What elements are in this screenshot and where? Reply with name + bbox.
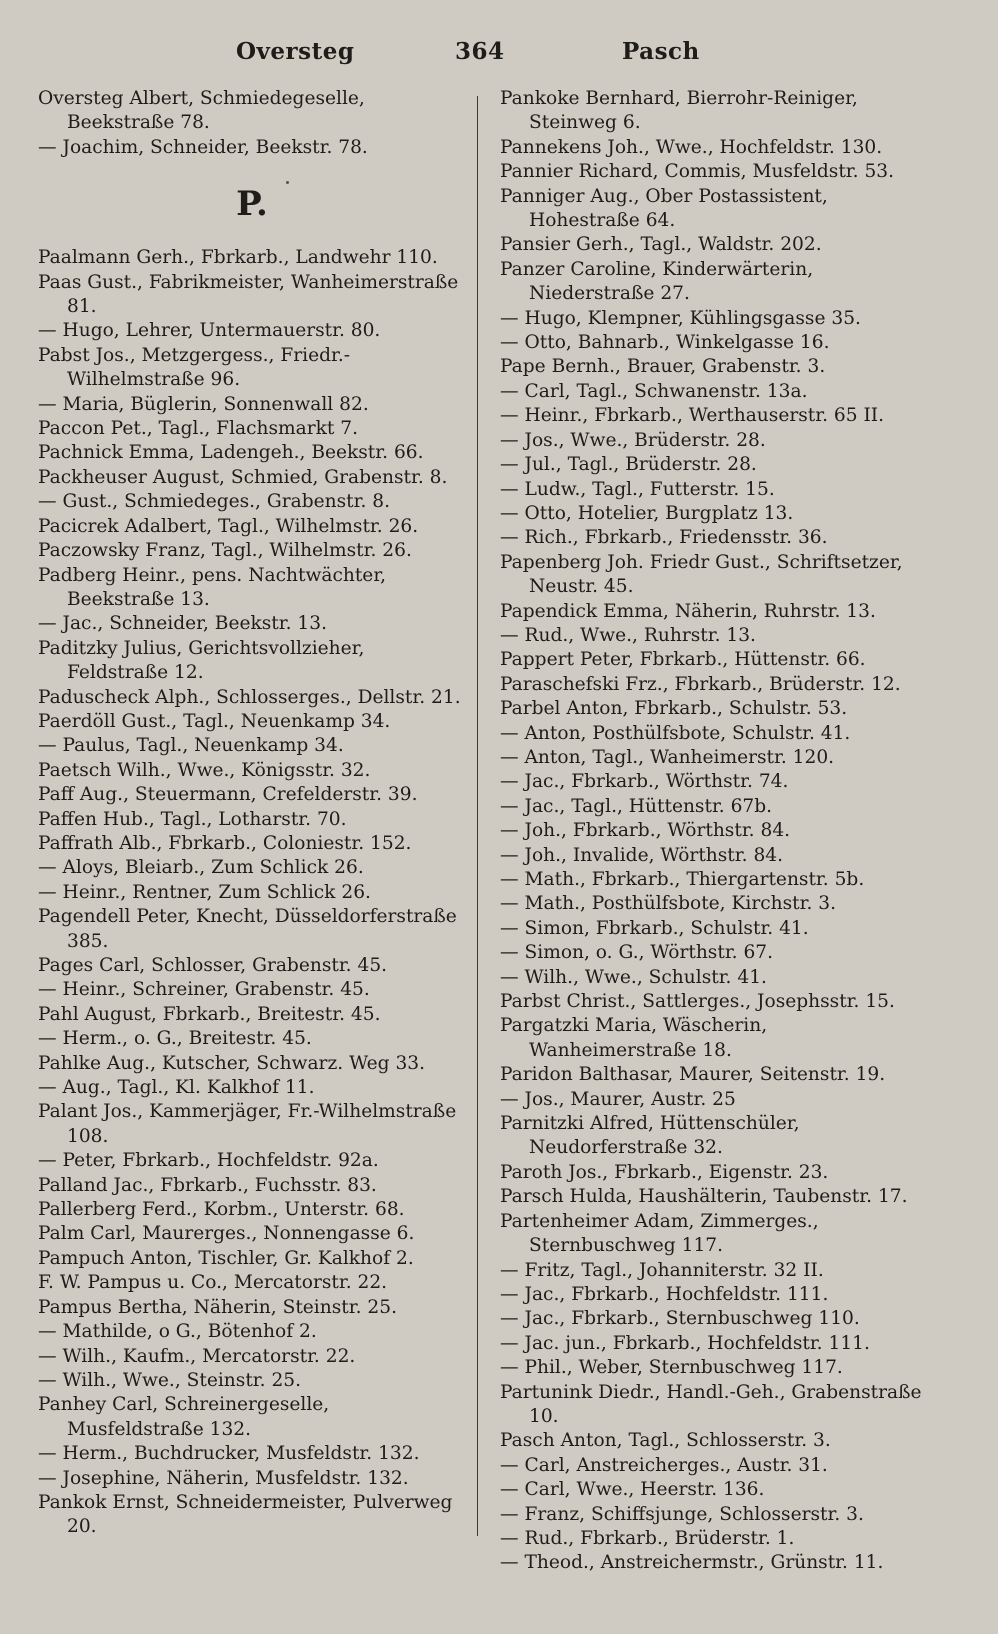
directory-entry: — Math., Fbrkarb., Thiergartenstr. 5b. bbox=[500, 869, 865, 890]
directory-entry: Paas Gust., Fabrikmeister, Wanheimerstraße 81. bbox=[38, 271, 459, 318]
directory-entry: — Rich., Fbrkarb., Friedensstr. 36. bbox=[500, 527, 828, 549]
directory-entry: Pannier Richard, Commis, Musfeldstr. 53. bbox=[500, 161, 895, 183]
directory-entry: — Hugo, Lehrer, Untermauerstr. 80. bbox=[38, 320, 381, 342]
directory-entry: — Simon, Fbrkarb., Schulstr. 41. bbox=[500, 917, 809, 939]
directory-entry: — Anton, Posthülfsbote, Schulstr. 41. bbox=[500, 722, 851, 744]
directory-entry: — Gust., Schmiedeges., Grabenstr. 8. bbox=[38, 491, 391, 513]
directory-entry: Paroth Jos., Fbrkarb., Eigenstr. 23. bbox=[500, 1161, 829, 1183]
left-entries-before-letter bbox=[38, 87, 466, 160]
directory-entry: Pabst Jos., Metzgergess., Friedr.-Wilhelmstraße 96. bbox=[38, 344, 351, 391]
directory-entry: Paridon Balthasar, Maurer, Seitenstr. 19. bbox=[500, 1064, 886, 1086]
directory-entry: — Jos., Maurer, Austr. 25 bbox=[500, 1088, 736, 1110]
directory-entry: Pagendell Peter, Knecht, Düsseldorferstraße 385. bbox=[38, 906, 457, 952]
directory-entry: Papendick Emma, Näherin, Ruhrstr. 13. bbox=[500, 600, 876, 622]
directory-entry: — Maria, Büglerin, Sonnenwall 82. bbox=[38, 393, 369, 415]
directory-entry: Paffen Hub., Tagl., Lotharstr. 70. bbox=[38, 808, 347, 830]
directory-entry: Panhey Carl, Schreinergeselle, Musfeldstraße 132. bbox=[38, 1394, 330, 1440]
directory-entry: — Jac., Fbrkarb., Sternbuschweg 110. bbox=[500, 1308, 860, 1330]
directory-entry: — Wilh., Wwe., Schulstr. 41. bbox=[500, 966, 767, 988]
directory-entry: — Jac., Tagl., Hüttenstr. 67b. bbox=[500, 795, 773, 817]
directory-entry: — Aug., Tagl., Kl. Kalkhof 11. bbox=[38, 1077, 315, 1099]
header-last-entry: Pasch bbox=[622, 38, 700, 65]
directory-entry: — Jac., Schneider, Beekstr. 13. bbox=[38, 613, 328, 635]
directory-entry: Pape Bernh., Brauer, Grabenstr. 3. bbox=[500, 356, 826, 378]
directory-entry: — Carl, Tagl., Schwanenstr. 13a. bbox=[500, 380, 808, 402]
directory-entry: Panzer Caroline, Kinderwärterin, Niederstraße 27. bbox=[500, 258, 814, 305]
directory-entry: Padberg Heinr., pens. Nachtwächter, Beekstraße 13. bbox=[38, 564, 387, 610]
directory-entry: Pappert Peter, Fbrkarb., Hüttenstr. 66. bbox=[500, 649, 866, 671]
directory-entry: Pahl August, Fbrkarb., Breitestr. 45. bbox=[38, 1003, 381, 1025]
directory-entry: — Carl, Wwe., Heerstr. 136. bbox=[500, 1479, 765, 1501]
directory-entry: Parnitzki Alfred, Hüttenschüler, Neudorferstraße 32. bbox=[500, 1113, 800, 1159]
directory-entry: — Herm., Buchdrucker, Musfeldstr. 132. bbox=[38, 1443, 420, 1465]
left-column bbox=[38, 87, 466, 1540]
directory-entry: Pachnick Emma, Ladengeh., Beekstr. 66. bbox=[38, 442, 424, 464]
directory-entry: Pasch Anton, Tagl., Schlosserstr. 3. bbox=[500, 1430, 831, 1452]
directory-entry: — Josephine, Näherin, Musfeldstr. 132. bbox=[38, 1467, 409, 1489]
directory-entry: — Otto, Hotelier, Burgplatz 13. bbox=[500, 502, 794, 524]
directory-entry: — Carl, Anstreicherges., Austr. 31. bbox=[500, 1454, 828, 1476]
directory-entry: Pages Carl, Schlosser, Grabenstr. 45. bbox=[38, 955, 388, 976]
section-letter: P. bbox=[236, 184, 268, 225]
directory-entry: Parbst Christ., Sattlerges., Josephsstr. 15. bbox=[500, 991, 895, 1013]
directory-entry: — Franz, Schiffsjunge, Schlosserstr. 3. bbox=[500, 1503, 864, 1525]
directory-entry: Packheuser August, Schmied, Grabenstr. 8. bbox=[38, 466, 448, 488]
directory-entry: Paduscheck Alph., Schlosserges., Dellstr. 21. bbox=[38, 686, 461, 708]
directory-entry: — Jos., Wwe., Brüderstr. 28. bbox=[500, 429, 766, 451]
directory-entry: — Joachim, Schneider, Beekstr. 78. bbox=[38, 136, 368, 158]
directory-entry: Parbel Anton, Fbrkarb., Schulstr. 53. bbox=[500, 698, 848, 720]
directory-entry: Pankoke Bernhard, Bierrohr-Reiniger, Steinweg 6. bbox=[500, 88, 858, 134]
directory-entry: Paalmann Gerh., Fbrkarb., Landwehr 110. bbox=[38, 247, 438, 269]
directory-entry: Paccon Pet., Tagl., Flachsmarkt 7. bbox=[38, 418, 359, 440]
directory-entry: — Jac. jun., Fbrkarb., Hochfeldstr. 111. bbox=[500, 1332, 870, 1354]
directory-entry: — Peter, Fbrkarb., Hochfeldstr. 92a. bbox=[38, 1150, 379, 1172]
page-number: 364 bbox=[455, 38, 505, 65]
directory-entry: Pansier Gerh., Tagl., Waldstr. 202. bbox=[500, 234, 822, 256]
column-divider bbox=[477, 96, 478, 1536]
directory-entry: Pankok Ernst, Schneidermeister, Pulverweg 20. bbox=[38, 1491, 453, 1538]
directory-entry: — Aloys, Bleiarb., Zum Schlick 26. bbox=[38, 857, 364, 879]
directory-entry: Pargatzki Maria, Wäscherin, Wanheimerstraße 18. bbox=[500, 1015, 768, 1061]
directory-entry: — Ludw., Tagl., Futterstr. 15. bbox=[500, 478, 775, 500]
directory-entry: Pannekens Joh., Wwe., Hochfeldstr. 130. bbox=[500, 136, 883, 158]
directory-entry: Pampus Bertha, Näherin, Steinstr. 25. bbox=[38, 1296, 397, 1318]
page-header bbox=[0, 38, 998, 74]
directory-entry: Paditzky Julius, Gerichtsvollzieher, Feldstraße 12. bbox=[38, 637, 365, 684]
directory-entry: Pacicrek Adalbert, Tagl., Wilhelmstr. 26. bbox=[38, 515, 419, 537]
directory-entry: Oversteg Albert, Schmiedegeselle, Beekstraße 78. bbox=[38, 88, 365, 134]
directory-entry: Partunink Diedr., Handl.-Geh., Grabenstraße 10. bbox=[500, 1381, 922, 1427]
directory-entry: Paczowsky Franz, Tagl., Wilhelmstr. 26. bbox=[38, 540, 412, 562]
directory-entry: — Jul., Tagl., Brüderstr. 28. bbox=[500, 454, 757, 476]
directory-entry: Palant Jos., Kammerjäger, Fr.-Wilhelmstraße 108. bbox=[38, 1101, 457, 1147]
directory-entry: — Fritz, Tagl., Johanniterstr. 32 II. bbox=[500, 1259, 824, 1281]
directory-entry: Palland Jac., Fbrkarb., Fuchsstr. 83. bbox=[38, 1174, 377, 1196]
directory-entry: Paffrath Alb., Fbrkarb., Coloniestr. 152. bbox=[38, 832, 412, 854]
directory-entry: — Rud., Wwe., Ruhrstr. 13. bbox=[500, 624, 756, 646]
directory-entry: — Jac., Fbrkarb., Wörthstr. 74. bbox=[500, 771, 789, 793]
directory-entry: Partenheimer Adam, Zimmerges., Sternbuschweg 117. bbox=[500, 1210, 819, 1257]
directory-entry: — Joh., Invalide, Wörthstr. 84. bbox=[500, 844, 784, 866]
directory-entry: — Jac., Fbrkarb., Hochfeldstr. 111. bbox=[500, 1283, 829, 1305]
directory-entry: — Paulus, Tagl., Neuenkamp 34. bbox=[38, 735, 344, 757]
directory-entry: Paerdöll Gust., Tagl., Neuenkamp 34. bbox=[38, 710, 391, 732]
directory-entry: — Heinr., Schreiner, Grabenstr. 45. bbox=[38, 979, 370, 1001]
right-column bbox=[500, 87, 925, 1576]
directory-entry: — Phil., Weber, Sternbuschweg 117. bbox=[500, 1357, 843, 1379]
directory-entry: — Hugo, Klempner, Kühlingsgasse 35. bbox=[500, 307, 861, 329]
directory-entry: — Mathilde, o G., Bötenhof 2. bbox=[38, 1321, 317, 1343]
left-entries bbox=[38, 246, 466, 1540]
right-entries bbox=[500, 87, 925, 1576]
directory-entry: — Math., Posthülfsbote, Kirchstr. 3. bbox=[500, 893, 837, 915]
directory-entry: — Simon, o. G., Wörthstr. 67. bbox=[500, 942, 774, 964]
directory-entry: Pahlke Aug., Kutscher, Schwarz. Weg 33. bbox=[38, 1052, 426, 1074]
directory-entry: Pallerberg Ferd., Korbm., Unterstr. 68. bbox=[38, 1199, 405, 1221]
directory-entry: Pampuch Anton, Tischler, Gr. Kalkhof 2. bbox=[38, 1247, 414, 1269]
directory-entry: — Wilh., Wwe., Steinstr. 25. bbox=[38, 1369, 302, 1391]
directory-entry: — Rud., Fbrkarb., Brüderstr. 1. bbox=[500, 1527, 795, 1549]
directory-entry: — Joh., Fbrkarb., Wörthstr. 84. bbox=[500, 820, 791, 842]
directory-entry: Papenberg Joh. Friedr Gust., Schriftsetzer, Neustr. 45. bbox=[500, 551, 903, 598]
directory-entry: — Theod., Anstreichermstr., Grünstr. 11. bbox=[500, 1552, 884, 1574]
directory-entry: — Otto, Bahnarb., Winkelgasse 16. bbox=[500, 332, 830, 354]
directory-entry: — Heinr., Fbrkarb., Werthauserstr. 65 II. bbox=[500, 405, 885, 427]
directory-entry: Palm Carl, Maurerges., Nonnengasse 6. bbox=[38, 1223, 415, 1245]
header-first-entry: Oversteg bbox=[236, 38, 355, 65]
directory-entry: Parsch Hulda, Haushälterin, Taubenstr. 17. bbox=[500, 1186, 908, 1208]
directory-entry: Paff Aug., Steuermann, Crefelderstr. 39. bbox=[38, 784, 418, 806]
directory-entry: Panniger Aug., Ober Postassistent, Hohestraße 64. bbox=[500, 185, 828, 232]
directory-entry: — Herm., o. G., Breitestr. 45. bbox=[38, 1028, 312, 1050]
directory-entry: F. W. Pampus u. Co., Mercatorstr. 22. bbox=[38, 1272, 388, 1294]
directory-entry: — Heinr., Rentner, Zum Schlick 26. bbox=[38, 881, 371, 903]
directory-entry: — Anton, Tagl., Wanheimerstr. 120. bbox=[500, 746, 835, 768]
directory-entry: Paetsch Wilh., Wwe., Königsstr. 32. bbox=[38, 759, 371, 781]
directory-entry: Paraschefski Frz., Fbrkarb., Brüderstr. 12. bbox=[500, 673, 901, 695]
directory-entry: — Wilh., Kaufm., Mercatorstr. 22. bbox=[38, 1345, 356, 1367]
